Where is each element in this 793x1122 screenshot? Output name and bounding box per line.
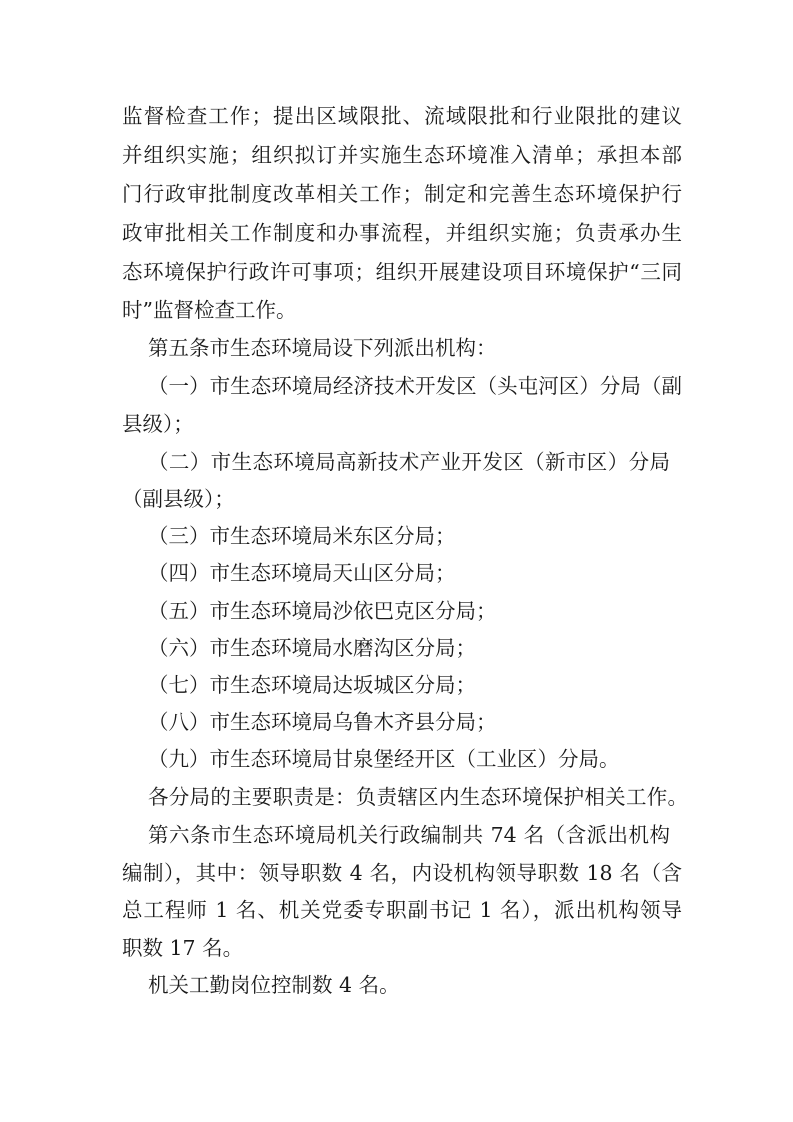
list-item: （六）市生态环境局水磨沟区分局； [148,636,476,660]
text-line: 并组织实施；组织拟订并实施生态环境准入清单；承担本部 [122,143,682,167]
list-item: （三）市生态环境局米东区分局； [148,524,456,548]
text-line: 时”监督检查工作。 [122,298,297,322]
list-item: （七）市生态环境局达坂城区分局； [148,673,476,697]
text-line: 态环境保护行政许可事项；组织开展建设项目环境保护“三同 [122,260,682,284]
list-item: （一）市生态环境局经济技术开发区（头屯河区）分局（副 [148,374,682,398]
list-item: （二）市生态环境局高新技术产业开发区（新市区）分局 [148,450,670,474]
text-line: 门行政审批制度改革相关工作；制定和完善生态环境保护行 [122,182,682,206]
list-item: （五）市生态环境局沙依巴克区分局； [148,599,497,623]
article-heading: 第六条市生态环境局机关行政编制共 74 名（含派出机构 [148,823,670,847]
text-line: 监督检查工作；提出区域限批、流域限批和行业限批的建议 [122,104,682,128]
list-item: （八）市生态环境局乌鲁木齐县分局； [148,710,497,734]
text-line: 编制），其中：领导职数 4 名，内设机构领导职数 18 名（含 [122,861,682,885]
text-line: 机关工勤岗位控制数 4 名。 [148,973,400,997]
article-heading: 第五条市生态环境局设下列派出机构： [148,336,497,360]
list-item-continuation: （副县级）； [122,487,235,511]
text-line: 各分局的主要职责是：负责辖区内生态环境保护相关工作。 [148,785,688,809]
text-line: 政审批相关工作制度和办事流程，并组织实施；负责承办生 [122,221,682,245]
list-item: （九）市生态环境局甘泉堡经开区（工业区）分局。 [148,747,620,771]
text-line: 职数 17 名。 [122,936,244,960]
list-item-continuation: 县级）； [122,412,194,436]
list-item: （四）市生态环境局天山区分局； [148,561,456,585]
text-line: 总工程师 1 名、机关党委专职副书记 1 名），派出机构领导 [122,898,682,922]
